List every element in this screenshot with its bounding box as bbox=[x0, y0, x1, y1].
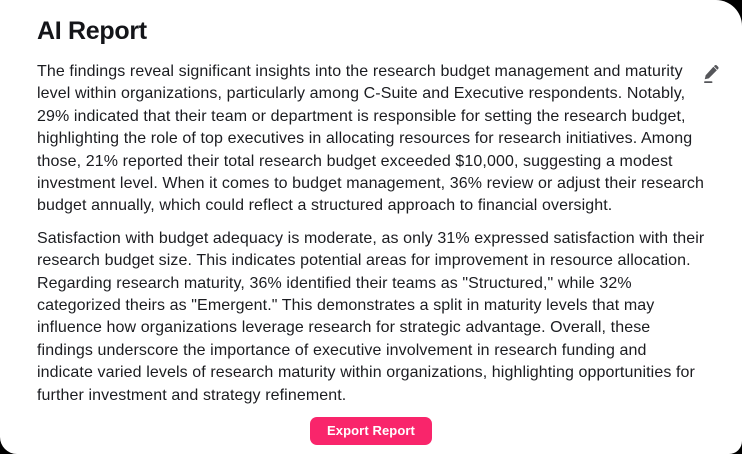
edit-report-button[interactable] bbox=[698, 60, 724, 86]
actions-row bbox=[37, 417, 705, 445]
report-paragraph: Satisfaction with budget adequacy is moderate, as only 31% expressed satisfaction with their research budget size. This indicates potential areas for improvement in resource allocation. Regarding research maturity, 36% identified their teams as "Structured," while 32% categorized theirs as "Emergent." This demonstrates a split in maturity levels that may influence how organizations leverage research for strategic advantage. Overall, these findings underscore the importance of executive involvement in research funding and indicate varied levels of research maturity within organizations, highlighting opportunities for further investment and strategy refinement. bbox=[37, 229, 705, 404]
edit-pencil-icon bbox=[700, 62, 722, 84]
report-text bbox=[37, 61, 707, 407]
export-report-button[interactable]: Export Report bbox=[310, 417, 432, 445]
page-title: AI Report bbox=[37, 17, 147, 45]
report-paragraph: The findings reveal significant insights into the research budget management and maturity level within organizations, particularly among C-Suite and Executive respondents. Notably, 29% indicated that their team or department is responsible for setting the research budget, highlighting the role of top executives in allocating resources for research initiatives. Among those, 21% reported their total research budget exceeded $10,000, suggesting a modest investment level. When it comes to budget management, 36% review or adjust their research budget annually, which could reflect a structured approach to financial oversight. bbox=[37, 63, 705, 215]
